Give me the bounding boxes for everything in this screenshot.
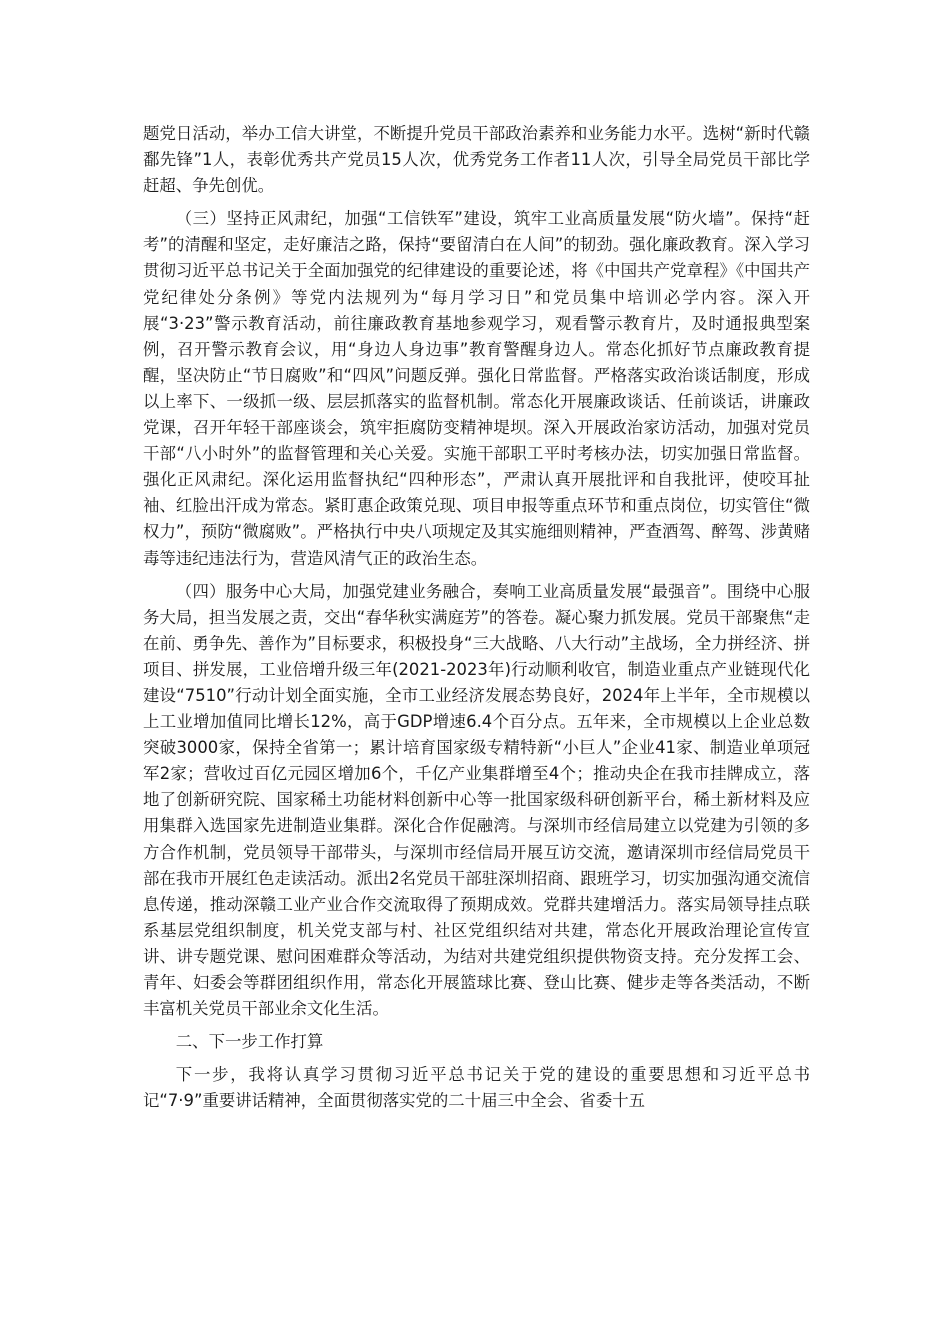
document-body [143,121,810,1121]
section-heading-next-steps: 二、下一步工作打算 [175,1032,324,1052]
paragraph-continuation: 题党日活动，举办工信大讲堂，不断提升党员干部政治素养和业务能力水平。选树“新时代赣鄱先锋”1人，表彰优秀共产党员15人次，优秀党务工作者11人次，引导全局党员干部比学赶超、争先创优。 [143,124,810,196]
paragraph-section-4: （四）服务中心大局，加强党建业务融合，奏响工业高质量发展“最强音”。围绕中心服务大局，担当发展之责，交出“春华秋实满庭芳”的答卷。凝心聚力抓发展。党员干部聚焦“走在前、勇争先、善作为”目标要求，积极投身“三大战略、八大行动”主战场，全力拼经济、拼项目、拼发展，工业倍增升级三年(2021-2023年)行动顺利收官，制造业重点产业链现代化建设“7510”行动计划全面实施，全市工业经济发展态势良好，2024年上半年，全市规模以上工业增加值同比增长12%，高于GDP增速6.4个百分点。五年来，全市规模以上企业总数突破3000家，保持全省第一；累计培育国家级专精特新“小巨人”企业41家、制造业单项冠军2家；营收过百亿元园区增加6个，千亿产业集群增至4个；推动央企在我市挂牌成立，落地了创新研究院、国家稀土功能材料创新中心等一批国家级科研创新平台，稀土新材料及应用集群入选国家先进制造业集群。深化合作促融湾。与深圳市经信局建立以党建为引领的多方合作机制，党员领导干部带头，与深圳市经信局开展互访交流，邀请深圳市经信局党员干部在我市开展红色走读活动。派出2名党员干部驻深圳招商、跟班学习，切实加强沟通交流信息传递，推动深赣工业产业合作交流取得了预期成效。党群共建增活力。落实局领导挂点联系基层党组织制度，机关党支部与村、社区党组织结对共建，常态化开展政治理论宣传宣讲、讲专题党课、慰问困难群众等活动，为结对共建党组织提供物资支持。充分发挥工会、青年、妇委会等群团组织作用，常态化开展篮球比赛、登山比赛、健步走等各类活动，不断丰富机关党员干部业余文化生活。 [143,581,810,1019]
paragraph-section-3: （三）坚持正风肃纪，加强“工信铁军”建设，筑牢工业高质量发展“防火墙”。保持“赶考”的清醒和坚定，走好廉洁之路，保持“要留清白在人间”的韧劲。强化廉政教育。深入学习贯彻习近平总书记关于全面加强党的纪律建设的重要论述，将《中国共产党章程》《中国共产党纪律处分条例》等党内法规列为“每月学习日”和党员集中培训必学内容。深入开展“3·23”警示教育活动，前往廉政教育基地参观学习，观看警示教育片，及时通报典型案例，召开警示教育会议，用“身边人身边事”教育警醒身边人。常态化抓好节点廉政教育提醒，坚决防止“节日腐败”和“四风”问题反弹。强化日常监督。严格落实政治谈话制度，形成以上率下、一级抓一级、层层抓落实的监督机制。常态化开展廉政谈话、任前谈话，讲廉政党课，召开年轻干部座谈会，筑牢拒腐防变精神堤坝。深入开展政治家访活动，加强对党员干部“八小时外”的监督管理和关心关爱。实施干部职工平时考核办法，切实加强日常监督。强化正风肃纪。深化运用监督执纪“四种形态”，严肃认真开展批评和自我批评，使咬耳扯袖、红脸出汗成为常态。紧盯惠企政策兑现、项目申报等重点环节和重点岗位，切实管住“微权力”，预防“微腐败”。严格执行中央八项规定及其实施细则精神，严查酒驾、醉驾、涉黄赌毒等违纪违法行为，营造风清气正的政治生态。 [143,209,810,568]
paragraph-next-steps: 下一步，我将认真学习贯彻习近平总书记关于党的建设的重要思想和习近平总书记“7·9”重要讲话精神，全面贯彻落实党的二十届三中全会、省委十五 [143,1065,810,1111]
